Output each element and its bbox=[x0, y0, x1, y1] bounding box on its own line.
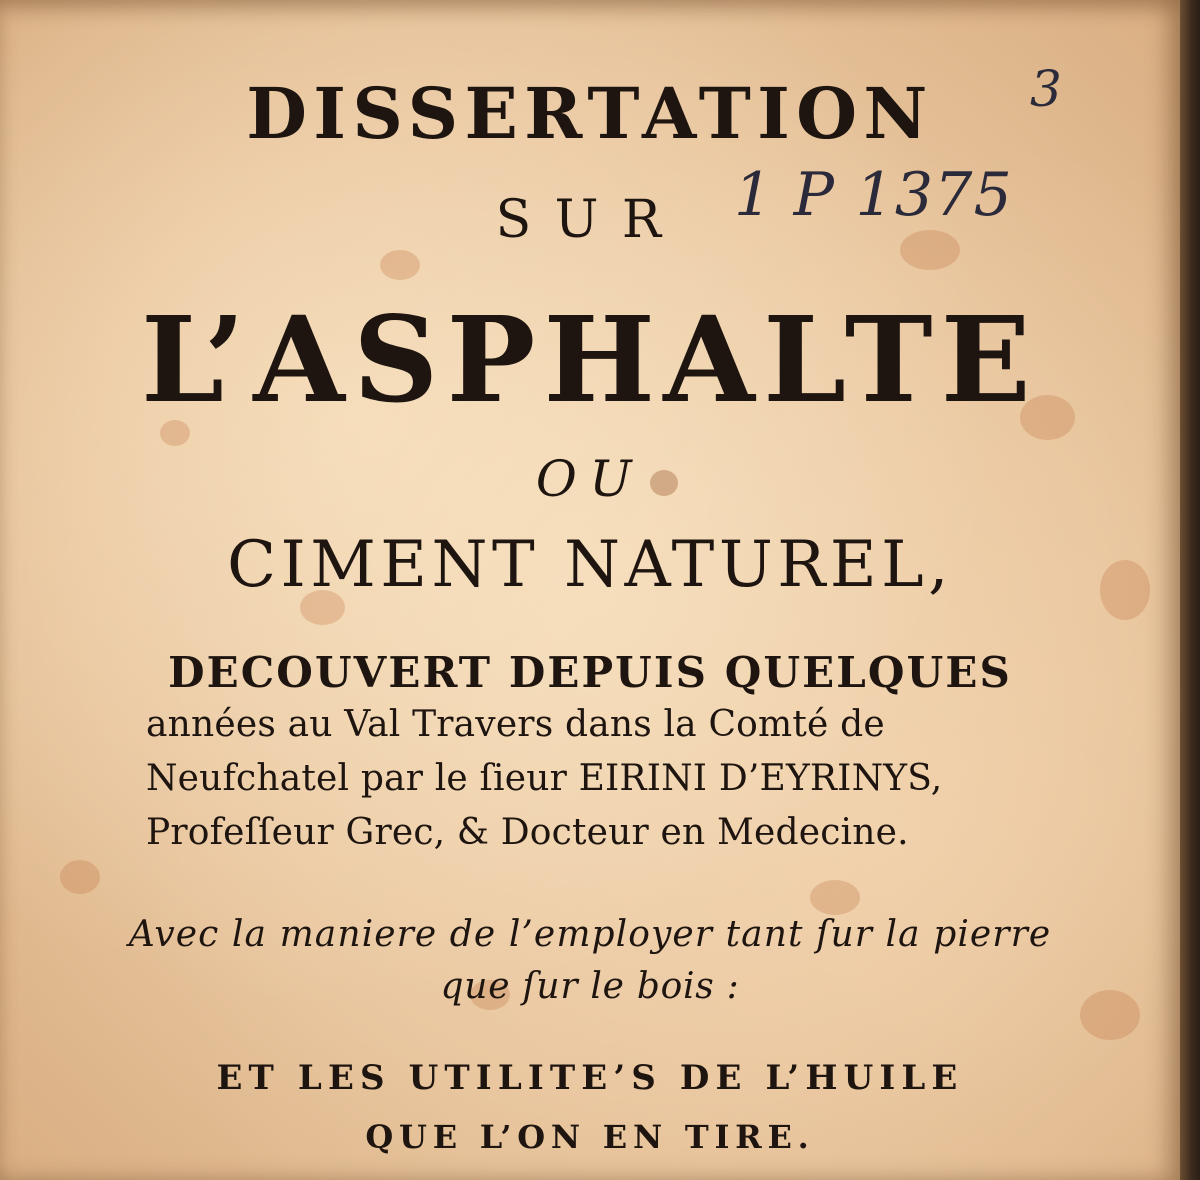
handwritten-volume-number: 3 bbox=[1030, 60, 1062, 118]
subtitle-italic-line: que ſur le bois : bbox=[440, 966, 740, 1007]
foxing-spot bbox=[810, 880, 860, 915]
title-sur: SUR bbox=[495, 190, 685, 250]
title-ou: OU bbox=[535, 450, 645, 508]
foxing-spot bbox=[60, 860, 100, 894]
title-asphalte: L’ASPHALTE bbox=[141, 290, 1039, 429]
title-dissertation: DISSERTATION bbox=[246, 72, 934, 155]
book-spine-edge bbox=[1180, 0, 1200, 1180]
closing-line: QUE L’ON EN TIRE. bbox=[365, 1118, 815, 1156]
handwritten-shelf-mark: 1 P 1375 bbox=[734, 160, 1013, 230]
body-text-line: années au Val Travers dans la Comté de bbox=[146, 704, 885, 745]
closing-line: ET LES UTILITE’S DE L’HUILE bbox=[216, 1058, 964, 1098]
subtitle-decouvert: DECOUVERT DEPUIS QUELQUES bbox=[168, 648, 1012, 697]
subtitle-italic-line: Avec la maniere de l’employer tant ſur la pierre bbox=[128, 914, 1052, 955]
foxing-spot bbox=[380, 250, 420, 280]
body-text-line: Neufchatel par le ſieur EIRINI D’EYRINYS, bbox=[146, 758, 943, 799]
title-ciment-naturel: CIMENT NATUREL, bbox=[227, 528, 953, 602]
body-text-line: Profeſſeur Grec, & Docteur en Medecine. bbox=[146, 812, 909, 853]
